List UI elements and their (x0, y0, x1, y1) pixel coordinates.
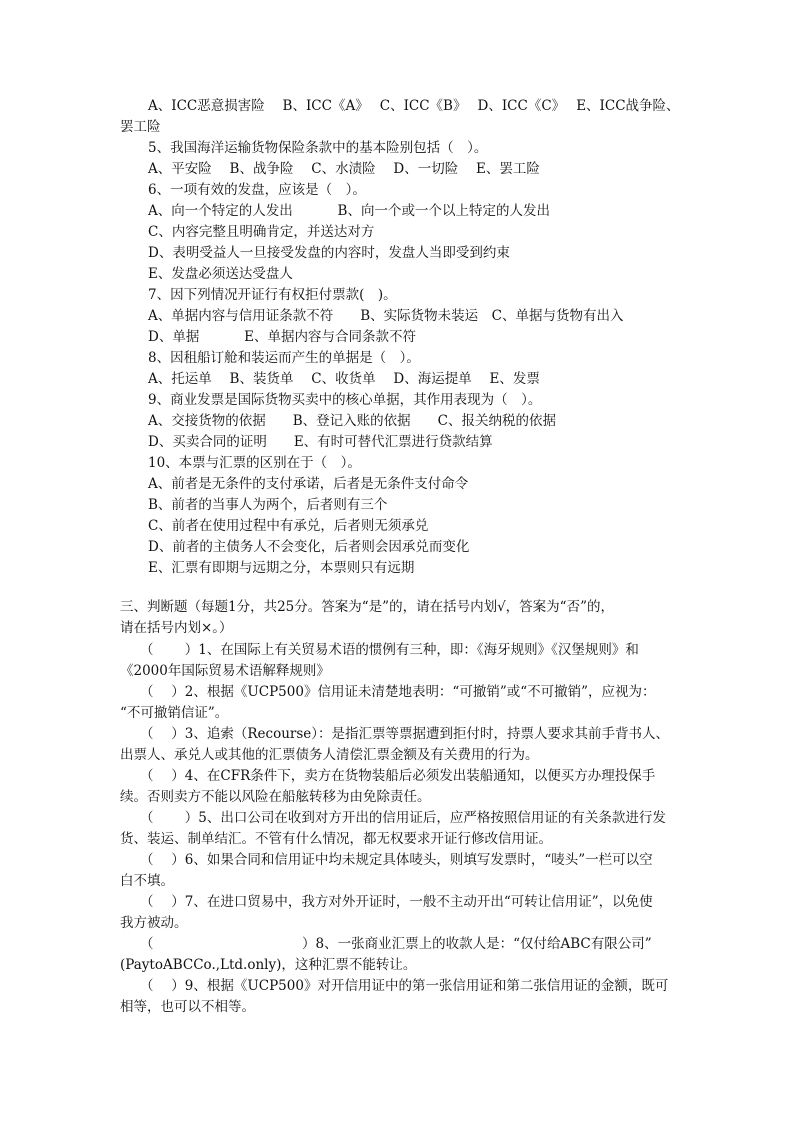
tf-6: （ ）6、如果合同和信用证中均未规定具体唛头，则填写发票时，“唛头”一栏可以空 (140, 852, 653, 868)
tf-9: （ ）9、根据《UCP500》对开信用证中的第一张信用证和第二张信用证的金额，既可 (140, 978, 669, 994)
tf-2: （ ）2、根据《UCP500》信用证未清楚地表明：“可撤销”或“不可撤销”，应视为： (140, 684, 656, 700)
q6-option-d: D、表明受益人一旦接受发盘的内容时，发盘人当即受到约束 (148, 245, 510, 261)
q4-options-wrap: 罢工险 (120, 119, 161, 135)
tf-2-cont: “不可撤销信证”。 (120, 705, 229, 721)
q10-option-c: C、前者在使用过程中有承兑，后者则无须承兑 (148, 518, 429, 534)
tf-8: （ ）8、一张商业汇票上的收款人是：“仅付给ABC有限公司” (140, 936, 652, 952)
q9-options-abc: A、交接货物的依据 B、登记入账的依据 C、报关纳税的依据 (148, 413, 556, 429)
q4-options-line: A、ICC恶意损害险 B、ICC《A》 C、ICC《B》 D、ICC《C》 E、ICC战争险、 (148, 98, 680, 114)
tf-3-cont: 出票人、承兑人或其他的汇票债务人清偿汇票金额及有关费用的行为。 (120, 747, 539, 763)
q10-option-a: A、前者是无条件的支付承诺，后者是无条件支付命令 (148, 476, 469, 492)
tf-4: （ ）4、在CFR条件下，卖方在货物装船后必须发出装船通知，以便买方办理投保手 (140, 768, 656, 784)
tf-3: （ ）3、追索（Recourse）：是指汇票等票据遭到拒付时，持票人要求其前手背书人、 (140, 726, 670, 742)
section-3-heading: 三、判断题（每题1分，共25分。答案为“是”的，请在括号内划√，答案为“否”的， (120, 599, 614, 615)
q7-question: 7、因下列情况开证行有权拒付票款( )。 (148, 287, 397, 303)
tf-8-cont: (PaytoABCCo.,Ltd.only)，这种汇票不能转让。 (120, 957, 417, 973)
q9-options-de: D、买卖合同的证明 E、有时可替代汇票进行贷款结算 (148, 434, 493, 450)
tf-1-cont: 《2000年国际贸易术语解释规则》 (120, 663, 330, 679)
q10-option-e: E、汇票有即期与远期之分，本票则只有远期 (148, 560, 415, 576)
tf-1: （ ）1、在国际上有关贸易术语的惯例有三种，即：《海牙规则》《汉堡规则》和 (140, 642, 639, 658)
q6-option-c: C、内容完整且明确肯定，并送达对方 (148, 224, 375, 240)
q10-option-d: D、前者的主债务人不会变化，后者则会因承兑而变化 (148, 539, 470, 555)
q10-option-b: B、前者的当事人为两个，后者则有三个 (148, 497, 388, 513)
tf-5: （ ）5、出口公司在收到对方开出的信用证后，应严格按照信用证的有关条款进行发 (140, 810, 666, 826)
q5-question: 5、我国海洋运输货物保险条款中的基本险别包括（ ）。 (148, 140, 488, 156)
tf-7-cont: 我方被动。 (120, 915, 188, 931)
q6-option-ab: A、向一个特定的人发出 B、向一个或一个以上特定的人发出 (148, 203, 550, 219)
tf-7: （ ）7、在进口贸易中，我方对外开证时，一般不主动开出“可转让信用证”，以免使 (140, 894, 653, 910)
q10-question: 10、本票与汇票的区别在于（ ）。 (148, 455, 361, 471)
q8-question: 8、因租船订舱和装运而产生的单据是（ ）。 (148, 350, 420, 366)
q5-options: A、平安险 B、战争险 C、水渍险 D、一切险 E、罢工险 (148, 161, 540, 177)
tf-5-cont: 货、装运、制单结汇。不管有什么情况，都无权要求开证行修改信用证。 (120, 831, 552, 847)
section-3-heading-cont: 请在括号内划×。） (120, 620, 233, 636)
tf-9-cont: 相等，也可以不相等。 (120, 999, 255, 1015)
q7-options-de: D、单据 E、单据内容与合同条款不符 (148, 329, 416, 345)
tf-4-cont: 续。否则卖方不能以风险在船舷转移为由免除责任。 (120, 789, 431, 805)
q6-option-e: E、发盘必须送达受盘人 (148, 266, 293, 282)
q6-question: 6、一项有效的发盘，应该是（ ）。 (148, 182, 366, 198)
q9-question: 9、商业发票是国际货物买卖中的核心单据，其作用表现为（ ）。 (148, 392, 542, 408)
q8-options: A、托运单 B、装货单 C、收货单 D、海运提单 E、发票 (148, 371, 540, 387)
tf-6-cont: 白不填。 (120, 873, 174, 889)
q7-options-abc: A、单据内容与信用证条款不符 B、实际货物未装运 C、单据与货物有出入 (148, 308, 624, 324)
